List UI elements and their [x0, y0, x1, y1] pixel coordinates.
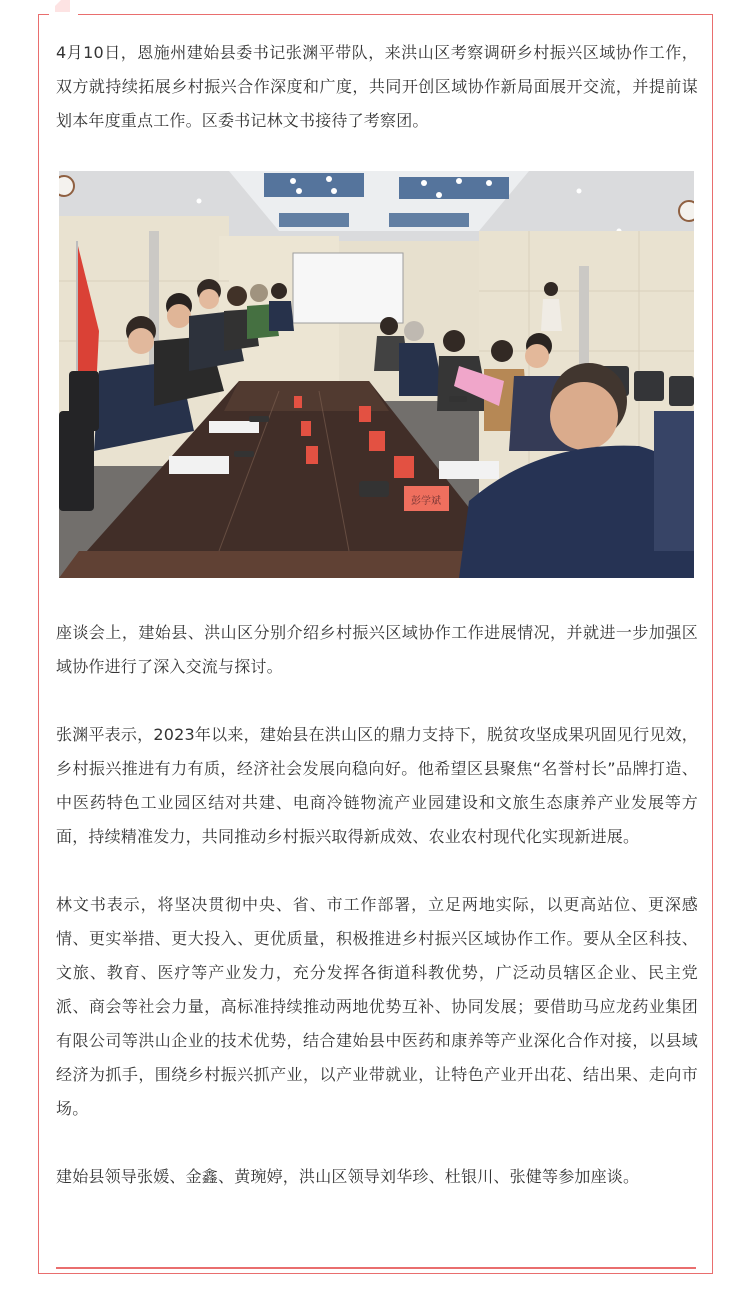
article-body-continued	[56, 616, 698, 1194]
article-body	[56, 36, 698, 138]
bottom-divider	[56, 1267, 696, 1269]
name-card-text: 彭学斌	[411, 496, 441, 507]
paragraph-lin-wenshu: 林文书表示，将坚决贯彻中央、省、市工作部署，立足两地实际，以更高站位、更深感情、更实举措、更大投入、更优质量，积极推进乡村振兴区域协作工作。要从全区科技、文旅、教育、医疗等产业发力，充分发挥各街道科教优势，广泛动员辖区企业、民主党派、商会等社会力量，高标准持续推动两地优势互补、协同发展；要借助马应龙药业集团有限公司等洪山企业的技术优势，结合建始县中医药和康养等产业深化合作对接，以县域经济为抓手，围绕乡村振兴抓产业，以产业带就业，让特色产业开出花、结出果、走向市场。	[56, 895, 698, 1118]
paragraph-attendees: 建始县领导张媛、金鑫、黄琬婷，洪山区领导刘华珍、杜银川、张健等参加座谈。	[56, 1167, 640, 1186]
meeting-photo	[59, 171, 694, 578]
paragraph-zhang-yuanping: 张渊平表示，2023年以来，建始县在洪山区的鼎力支持下，脱贫攻坚成果巩固见行见效，乡村振兴推进有力有质，经济社会发展向稳向好。他希望区县聚焦“名誉村长”品牌打造、中医药特色工业园区结对共建、电商冷链物流产业园建设和文旅生态康养产业发展等方面，持续精准发力，共同推动乡村振兴取得新成效、农业农村现代化实现新进展。	[56, 725, 698, 846]
paragraph-meeting: 座谈会上，建始县、洪山区分别介绍乡村振兴区域协作工作进展情况，并就进一步加强区域协作进行了深入交流与探讨。	[56, 623, 698, 676]
meeting-photo-illustration	[59, 171, 694, 578]
frame-top-gap	[49, 12, 78, 18]
paragraph-intro: 4月10日，恩施州建始县委书记张渊平带队，来洪山区考察调研乡村振兴区域协作工作，双方就持续拓展乡村振兴合作深度和广度，共同开创区域协作新局面展开交流，并提前谋划本年度重点工作。区委书记林文书接待了考察团。	[56, 43, 698, 130]
